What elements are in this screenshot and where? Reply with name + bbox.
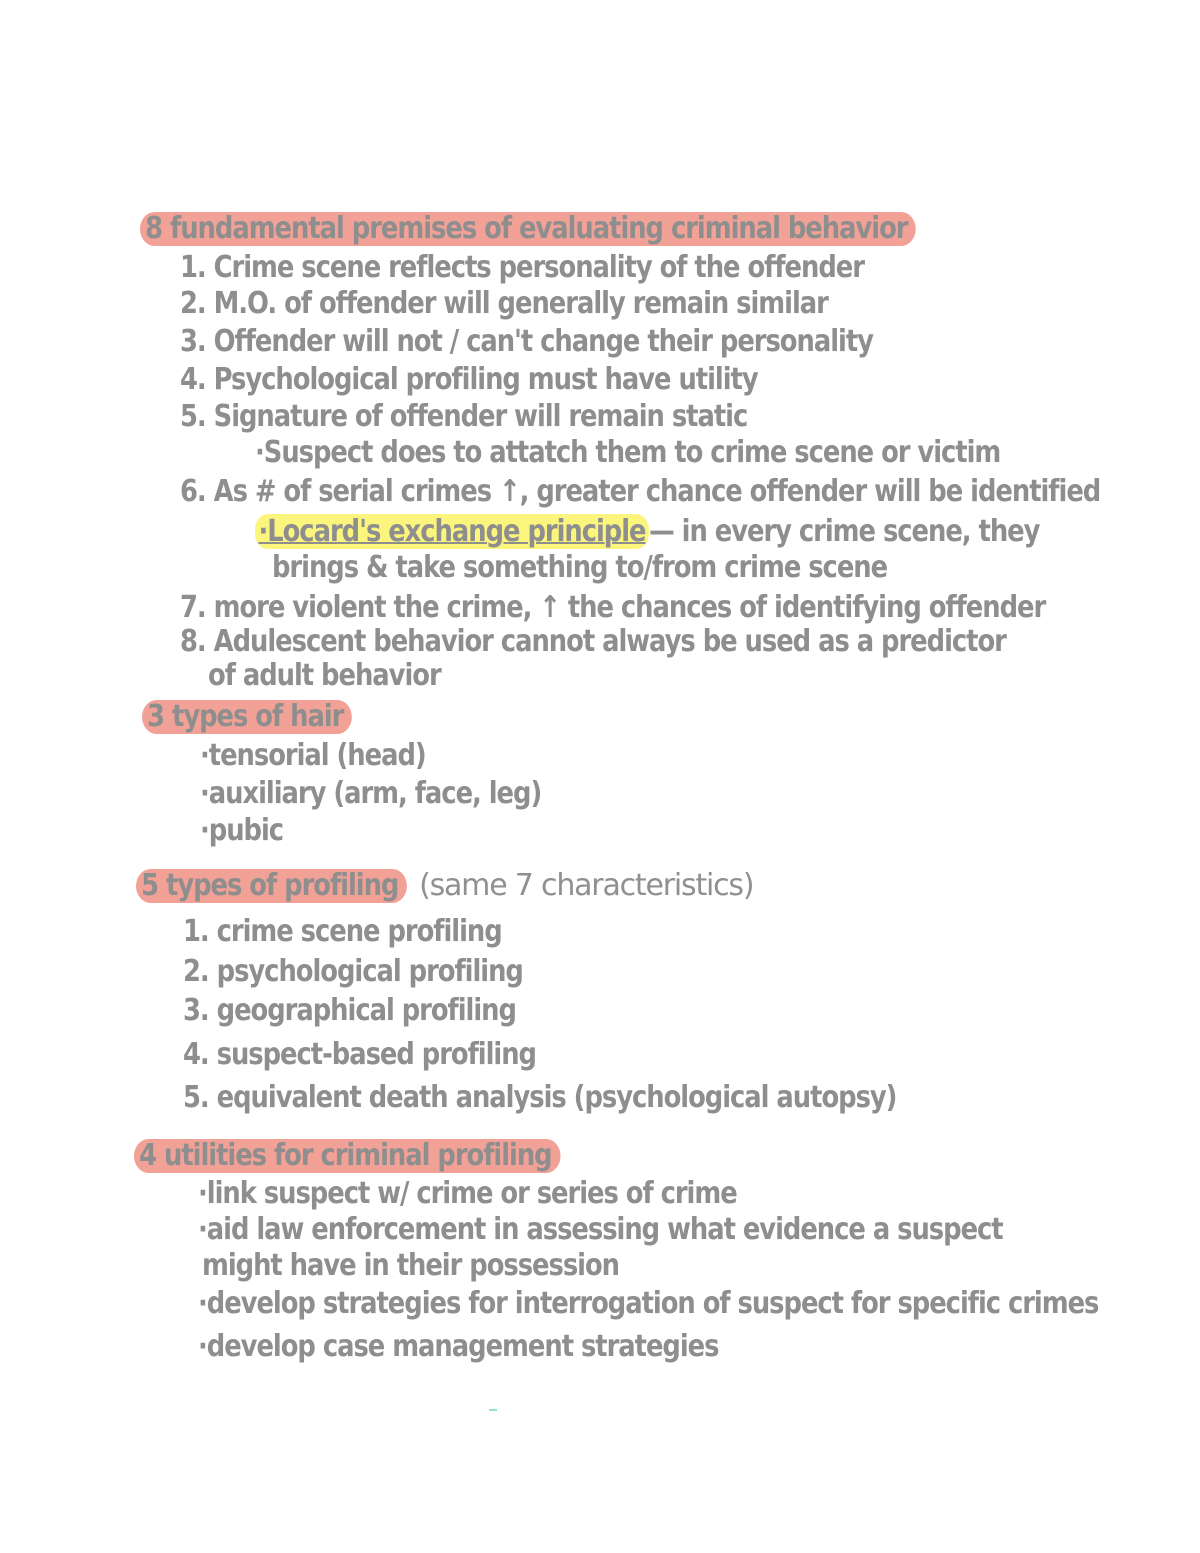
hair-type-2: ·auxiliary (arm, face, leg) xyxy=(200,776,542,811)
section1-heading-text: 8 fundamental premises of evaluating criminal behavior xyxy=(140,212,916,246)
premise-6: 6. As # of serial crimes ↑, greater chance offender will be identified xyxy=(180,474,1101,509)
utility-2: ·aid law enforcement in assessing what evidence a suspect xyxy=(198,1212,1003,1247)
section4-heading xyxy=(134,1139,630,1173)
premise-5: 5. Signature of offender will remain static xyxy=(180,399,748,434)
hair-type-3: ·pubic xyxy=(200,813,284,848)
hair-type-1: ·tensorial (head) xyxy=(200,738,426,773)
utility-2-cont: might have in their possession xyxy=(202,1248,619,1283)
section3-heading-text: 5 types of profiling xyxy=(136,869,407,903)
locard-line xyxy=(255,514,1039,550)
premise-1: 1. Crime scene reflects personality of the offender xyxy=(180,250,864,285)
premise-4: 4. Psychological profiling must have utility xyxy=(180,362,758,397)
premise-3: 3. Offender will not / can't change their personality xyxy=(180,324,873,359)
section1-heading xyxy=(140,212,1042,246)
section3-heading xyxy=(136,869,753,903)
profiling-type-1: 1. crime scene profiling xyxy=(183,914,502,949)
profiling-type-2: 2. psychological profiling xyxy=(183,954,523,989)
section4-heading-text: 4 utilities for criminal profiling xyxy=(134,1139,560,1173)
section2-heading-text: 3 types of hair xyxy=(142,700,352,734)
premise-8-cont: of adult behavior xyxy=(208,658,441,693)
stray-pen-mark xyxy=(489,1409,497,1411)
premise-7: 7. more violent the crime, ↑ the chances of identifying offender xyxy=(180,590,1046,625)
locard-term: ·Locard's exchange principle xyxy=(255,514,649,549)
utility-1: ·link suspect w/ crime or series of crime xyxy=(198,1176,737,1211)
profiling-type-5: 5. equivalent death analysis (psychological autopsy) xyxy=(183,1080,897,1115)
profiling-type-4: 4. suspect-based profiling xyxy=(183,1037,536,1072)
premise-8: 8. Adulescent behavior cannot always be used as a predictor xyxy=(180,624,1006,659)
section2-heading xyxy=(142,700,386,734)
profiling-type-3: 3. geographical profiling xyxy=(183,993,516,1028)
locard-definition: — in every crime scene, they xyxy=(648,514,1040,549)
premise-2: 2. M.O. of offender will generally remain similar xyxy=(180,286,828,321)
premise-5-detail: ·Suspect does to attatch them to crime scene or victim xyxy=(255,435,1001,470)
utility-3: ·develop strategies for interrogation of suspect for specific crimes xyxy=(198,1286,1099,1321)
section3-heading-note: (same 7 characteristics) xyxy=(419,868,754,903)
locard-line-2: brings & take something to/from crime scene xyxy=(272,550,888,585)
utility-4: ·develop case management strategies xyxy=(198,1329,719,1364)
